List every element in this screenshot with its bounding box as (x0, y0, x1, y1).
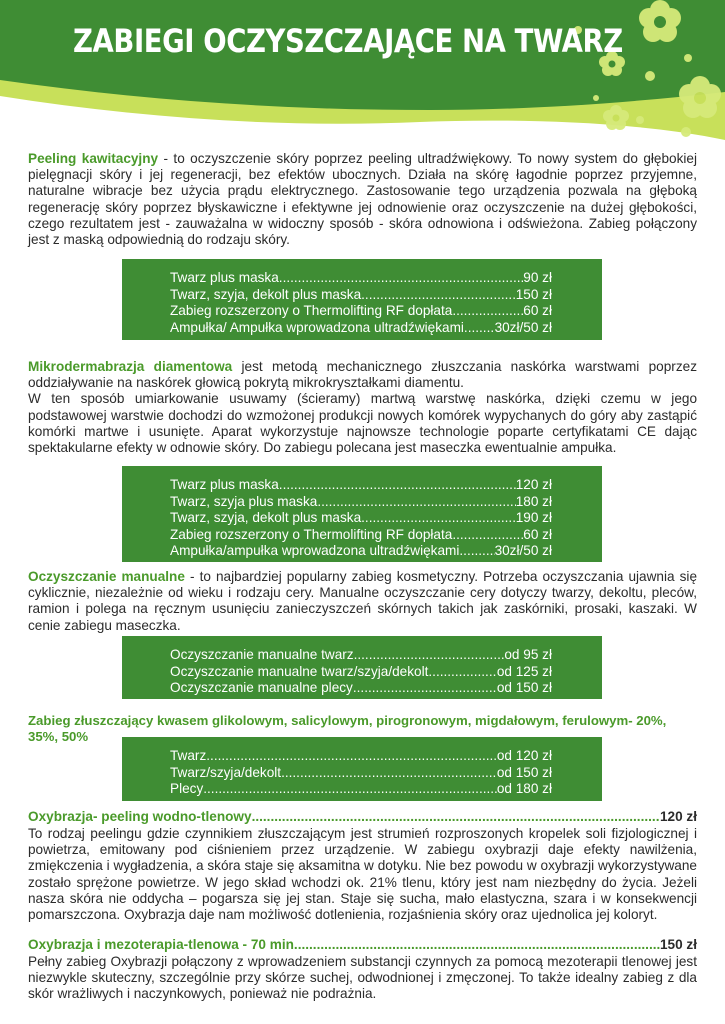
price-row: Ampułka/ Ampułka wprowadzona ultradźwiękami ..... 30zł/50 zł (170, 320, 552, 337)
price-row: Oczyszczanie manualne twarz/szyja/dekolt ..... od 125 zł (170, 664, 552, 681)
section-heading-kwasy: Zabieg złuszczający kwasem glikolowym, salicylowym, pirogronowym, migdałowym, ferulowym- 20%, 35%, 50% (28, 713, 667, 745)
section-heading-oxybrazja-mezoterapia: Oxybrazja i mezoterapia-tlenowa - 70 min ..... 150 zł (28, 937, 697, 953)
price-value: 150 zł (659, 937, 697, 952)
price-row: Plecy ..... od 180 zł (170, 781, 552, 798)
price-row: Twarz/szyja/dekolt ..... od 150 zł (170, 765, 552, 782)
section-text-2: W ten sposób umiarkowanie usuwamy (ścieramy) martwą warstwę naskórka, dzięki czemu w jego podstawowej warstwie dochodzi do wzmożonej produkcji nowych komórek wypychanych do góry aby zastąpić komórki martwe i usunięte. Aparat wykorzystuje najnowsze technologie poparte certyfikatami CE dając spektakularne efekty w odnowie skóry. Do zabiegu polecana jest maseczka ewentualnie ampułka. (28, 391, 697, 456)
section-text: - to oczyszczenie skóry poprzez peeling ultradźwiękowy. To nowy system do głębokiej pielęgnacji skóry i jej regeneracji, bez efektów ubocznych. Działa na skórę łagodnie poprzez przyjemne, naturalne wibracje bez użycia prądu elektrycznego. Zastosowanie tego urządzenia pozwala na głęboką regenerację skóry poprzez błyskawiczne i efektywne jej odnowienie oraz oczyszczenie na dużej głębokości, czego rezultatem jest - zauważalna w widoczny sposób - skóra odnowiona i odświeżona. Zabieg połączony jest z maską odpowiednią do rodzaju skóry. (28, 151, 697, 248)
price-row: Zabieg rozszerzony o Thermolifting RF dopłata ..... 60 zł (170, 527, 552, 544)
price-row: Oczyszczanie manualne plecy ..... od 150 zł (170, 680, 552, 697)
section-oczyszczanie-manualne (28, 569, 697, 634)
section-mikrodermabrazja (28, 359, 697, 456)
section-text-oxybrazja: To rodzaj peelingu gdzie czynnikiem złuszczającym jest strumień rozproszonych kropelek soli fizjologicznej i powietrza, emitowany pod ciśnieniem przez urządzenie. W zabiegu oxybrazji daje efekty nawilżenia, zmiękczenia i wygładzenia, a skóra staje się aksamitna w dotyku. Nie bez powodu w oxybrazji wykorzystywane zostało sprężone powietrze. W jego skład wchodzi ok. 21% tlenu, który jest nam niezbędny do życia. Jeżeli nasza skóra nie oddycha – pogarsza się jej stan. Staje się sucha, mało elastyczna, szara i w konsekwencji pomarszczona. Oxybrazja daje nam możliwość dotlenienia, rozjaśnienia skóry oraz ujednolica jej koloryt. (28, 826, 697, 923)
price-value: 120 zł (659, 809, 697, 824)
section-text: - to najbardziej popularny zabieg kosmetyczny. Potrzeba oczyszczania ujawnia się cyklicznie, niezależnie od wieku i rodzaju cery. Manualne oczyszczanie cery dotyczy twarzy, dekoltu, pleców, ramion i polega na ręcznym usunięciu zanieczyszczeń skórnych takich jak zaskórniki, prosaki, kaszaki. W cenie zabiegu maseczka. (28, 569, 697, 633)
price-row: Twarz plus maska ..... 120 zł (170, 477, 552, 494)
section-text-oxybrazja-mezoterapia: Pełny zabieg Oxybrazji połączony z wprowadzeniem substancji czynnych za pomocą mezoterapii tlenowej jest niezwykle skuteczny, szczególnie przy skórze suchej, odwodnionej i zmęczonej. To także idealny zabieg z dla skór wrażliwych i naczynkowych, ponieważ nie podrażnia. (28, 954, 697, 1002)
price-row: Twarz plus maska ..... 90 zł (170, 270, 552, 287)
price-row: Twarz, szyja plus maska ..... 180 zł (170, 494, 552, 511)
price-row: Twarz, szyja, dekolt plus maska ..... 150 zł (170, 287, 552, 304)
price-row: Twarz, szyja, dekolt plus maska ..... 190 zł (170, 510, 552, 527)
page-title: ZABIEGI OCZYSZCZAJĄCE NA TWARZ (73, 22, 623, 60)
price-row: Twarz ..... od 120 zł (170, 748, 552, 765)
section-term: Mikrodermabrazja diamentowa (28, 359, 233, 374)
section-heading-oxybrazja: Oxybrazja- peeling wodno-tlenowy ..... 120 zł (28, 809, 697, 825)
section-text: jest metodą mechanicznego złuszczania naskórka warstwami poprzez oddziaływanie na naskórek głowicą pokrytą mikrokryształkami diamentu. (28, 359, 697, 391)
header-banner (0, 0, 725, 140)
price-row: Oczyszczanie manualne twarz ..... od 95 zł (170, 647, 552, 664)
price-row: Zabieg rozszerzony o Thermolifting RF dopłata ..... 60 zł (170, 303, 552, 320)
price-box (122, 737, 602, 801)
section-term: Oczyszczanie manualne (28, 569, 185, 584)
price-box (122, 466, 602, 562)
price-row: Ampułka/ampułka wprowadzona ultradźwiękami ..... 30zł/50 zł (170, 543, 552, 560)
section-peeling-kawitacyjny (28, 151, 697, 248)
price-box (122, 636, 602, 699)
price-box (122, 259, 602, 340)
section-term: Peeling kawitacyjny (28, 151, 159, 166)
